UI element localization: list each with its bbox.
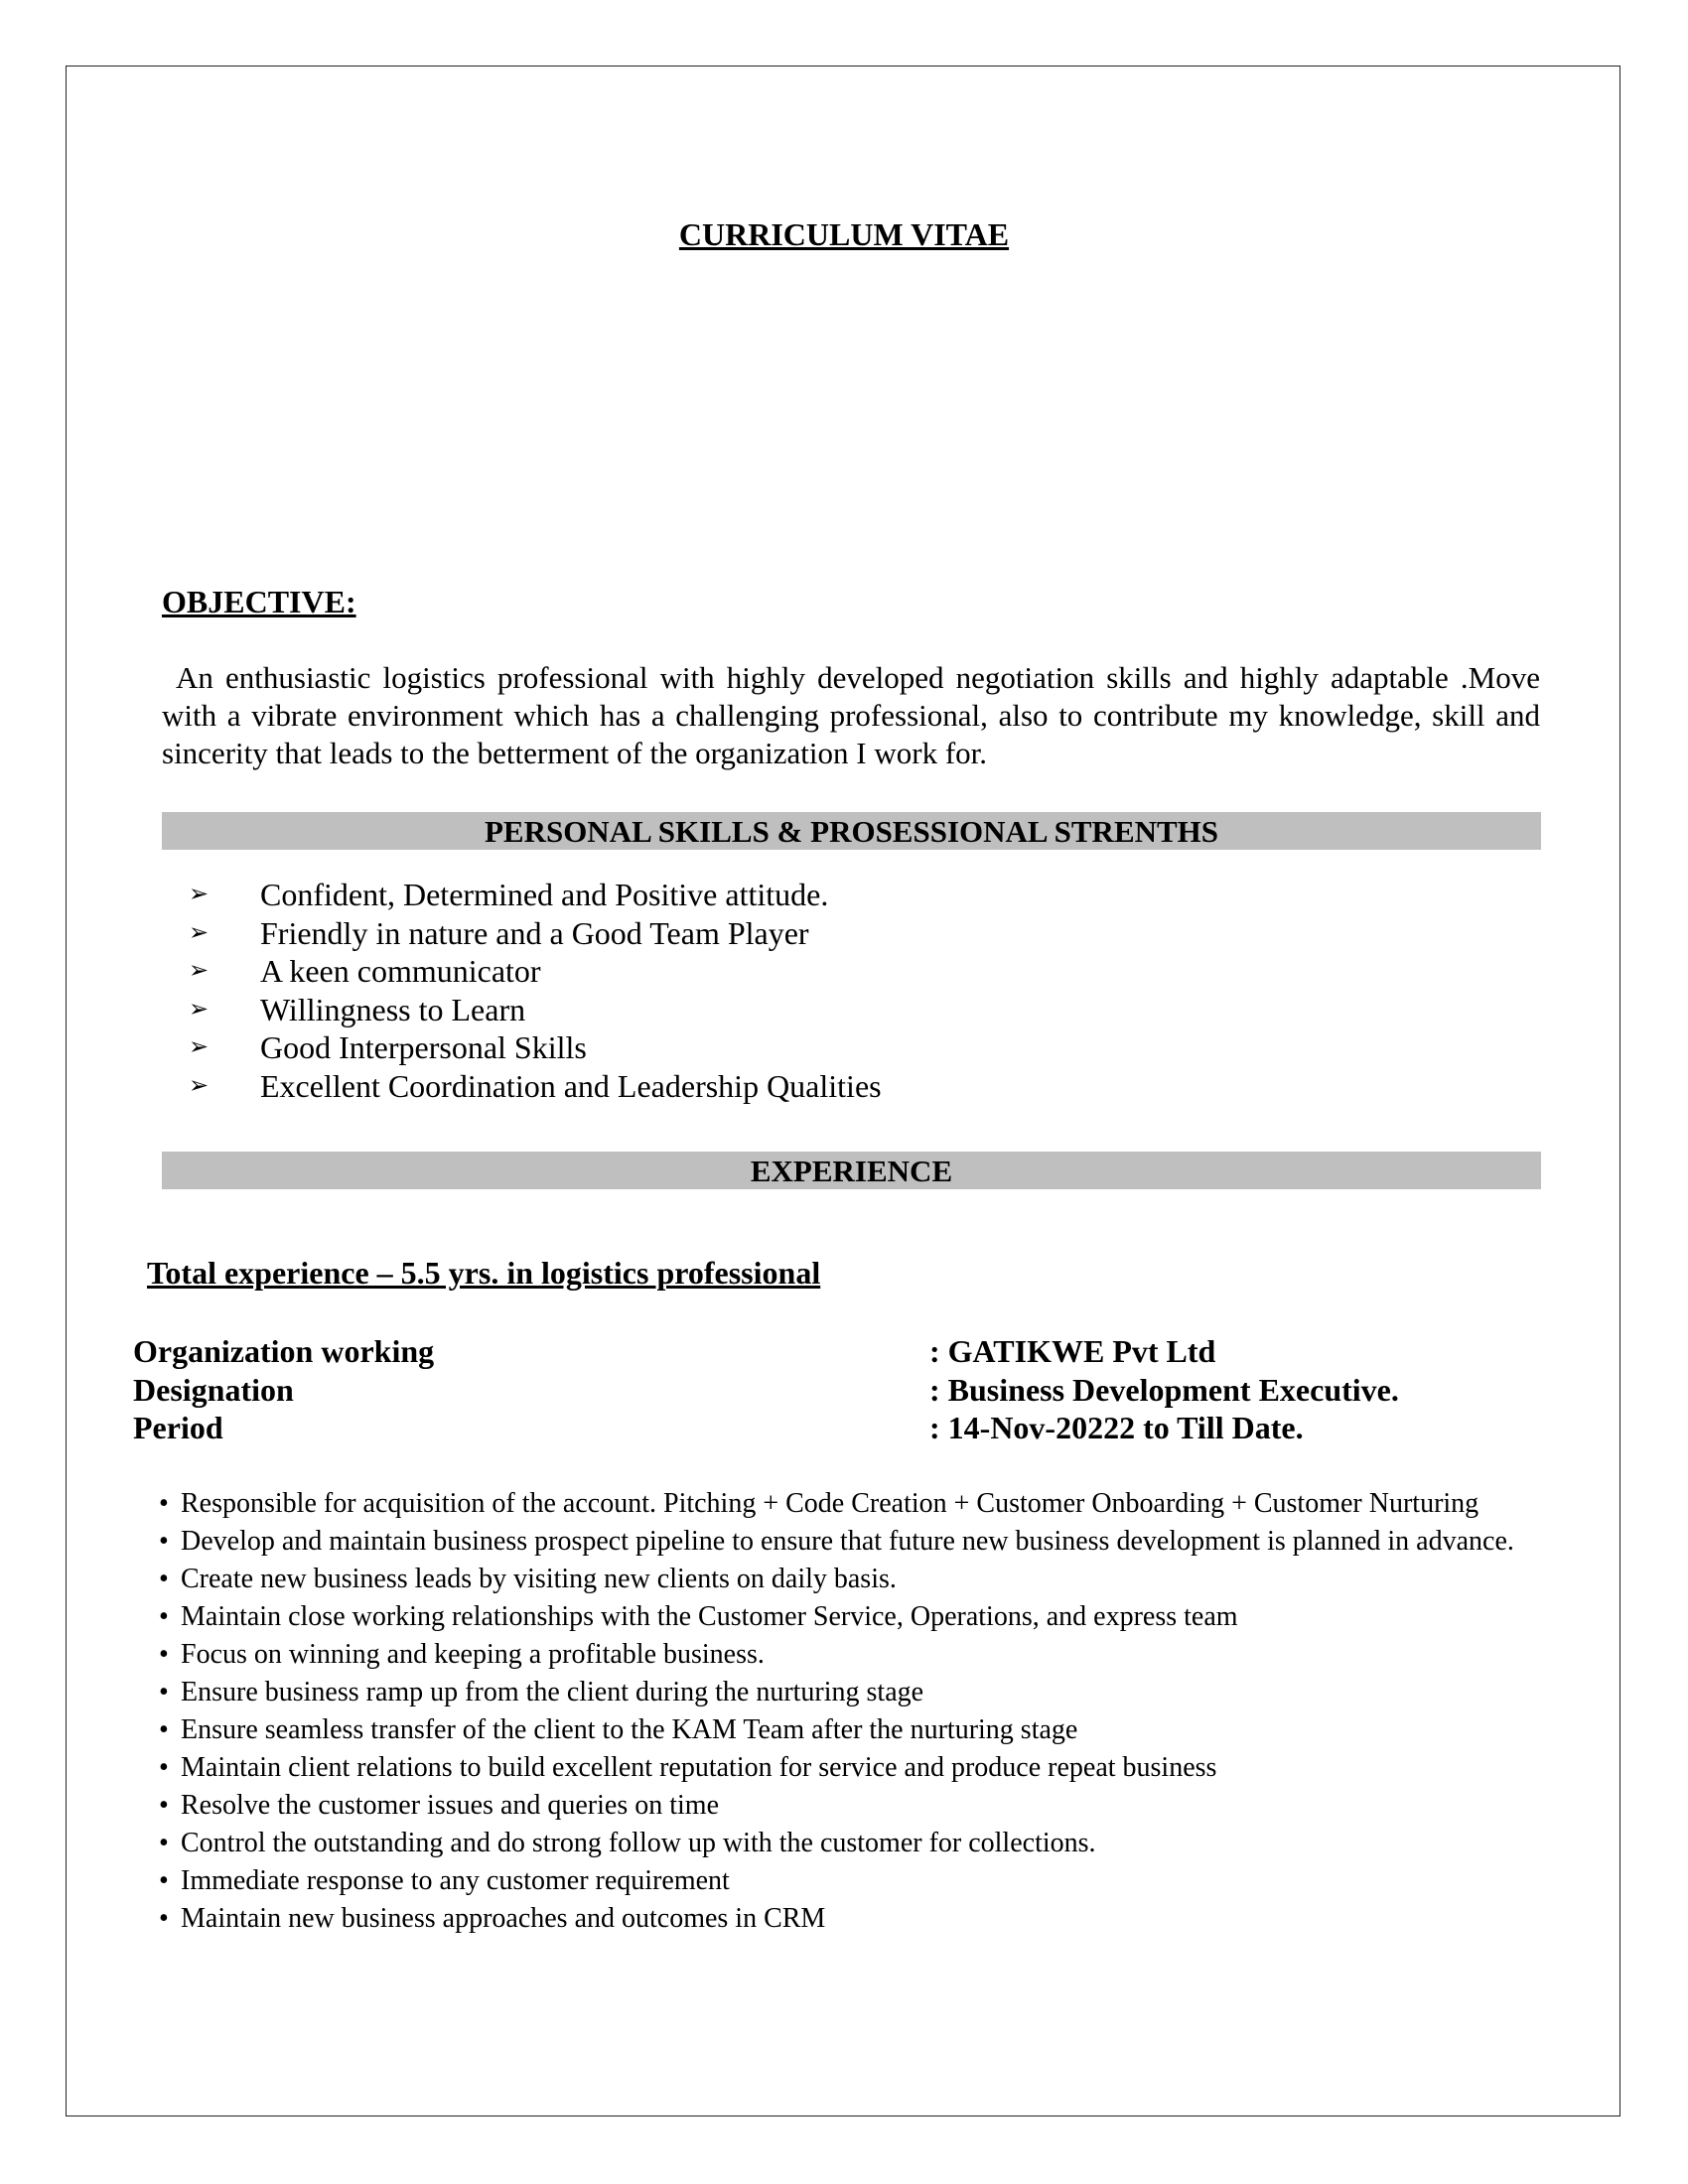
experience-section-header: EXPERIENCE: [162, 1152, 1541, 1189]
list-item: • Maintain new business approaches and outcomes in CRM: [159, 1900, 1549, 1938]
list-item: • Control the outstanding and do strong follow up with the customer for collections.: [159, 1825, 1549, 1862]
list-item: • Ensure seamless transfer of the client to the KAM Team after the nurturing stage: [159, 1711, 1549, 1749]
bullet-icon: •: [159, 1564, 169, 1594]
detail-row-designation: Designation : Business Development Executive.: [133, 1371, 1399, 1408]
list-item: • Maintain close working relationships with the Customer Service, Operations, and express team: [159, 1598, 1549, 1636]
list-item: ➢ Willingness to Learn: [189, 991, 526, 1027]
arrowhead-bullet-icon: ➢: [189, 1072, 210, 1099]
bullet-icon: •: [159, 1677, 169, 1707]
list-item: • Responsible for acquisition of the account. Pitching + Code Creation + Customer Onboarding + Customer Nurturing: [159, 1485, 1549, 1523]
bullet-icon: •: [159, 1865, 169, 1896]
list-item: • Resolve the customer issues and queries on time: [159, 1787, 1549, 1825]
list-item: ➢ Excellent Coordination and Leadership Qualities: [189, 1067, 882, 1104]
list-item: • Create new business leads by visiting new clients on daily basis.: [159, 1561, 1549, 1598]
total-experience-heading: Total experience – 5.5 yrs. in logistics professional: [147, 1255, 821, 1291]
detail-row-period: Period : 14-Nov-20222 to Till Date.: [133, 1410, 1304, 1445]
bullet-icon: •: [159, 1903, 169, 1934]
bullet-icon: •: [159, 1828, 169, 1858]
arrowhead-bullet-icon: ➢: [189, 1034, 210, 1060]
detail-row-organization: Organization working : GATIKWE Pvt Ltd: [133, 1333, 1216, 1369]
list-item: • Ensure business ramp up from the client during the nurturing stage: [159, 1674, 1549, 1711]
bullet-icon: •: [159, 1752, 169, 1783]
arrowhead-bullet-icon: ➢: [189, 919, 210, 946]
list-item: ➢ Friendly in nature and a Good Team Player: [189, 914, 809, 951]
responsibilities-list: [159, 1485, 1549, 1938]
arrowhead-bullet-icon: ➢: [189, 996, 210, 1023]
bullet-icon: •: [159, 1601, 169, 1632]
skills-section-header: PERSONAL SKILLS & PROSESSIONAL STRENTHS: [162, 812, 1541, 850]
document-title: CURRICULUM VITAE: [678, 216, 1010, 252]
list-item: • Immediate response to any customer requirement: [159, 1862, 1549, 1900]
list-item: ➢ Good Interpersonal Skills: [189, 1029, 587, 1065]
bullet-icon: •: [159, 1790, 169, 1821]
list-item: • Maintain client relations to build excellent reputation for service and produce repeat business: [159, 1749, 1549, 1787]
list-item: ➢ Confident, Determined and Positive attitude.: [189, 877, 829, 912]
bullet-icon: •: [159, 1639, 169, 1670]
list-item: • Focus on winning and keeping a profitable business.: [159, 1636, 1549, 1674]
bullet-icon: •: [159, 1488, 169, 1519]
job-details: [133, 1332, 1622, 1447]
bullet-icon: •: [159, 1526, 169, 1557]
bullet-icon: •: [159, 1714, 169, 1745]
arrowhead-bullet-icon: ➢: [189, 882, 210, 907]
objective-heading: OBJECTIVE:: [162, 584, 356, 619]
skills-list: [189, 876, 882, 1105]
list-item: • Develop and maintain business prospect pipeline to ensure that future new business development is planned in advance.: [159, 1523, 1549, 1561]
list-item: ➢ A keen communicator: [189, 953, 541, 989]
arrowhead-bullet-icon: ➢: [189, 958, 210, 984]
objective-text: An enthusiastic logistics professional with highly developed negotiation skills and highly adaptable .Move with a vibrate environment which has a challenging professional, also to contribute my knowledge, skill and sincerity that leads to the betterment of the organization I work for.: [162, 660, 1540, 770]
